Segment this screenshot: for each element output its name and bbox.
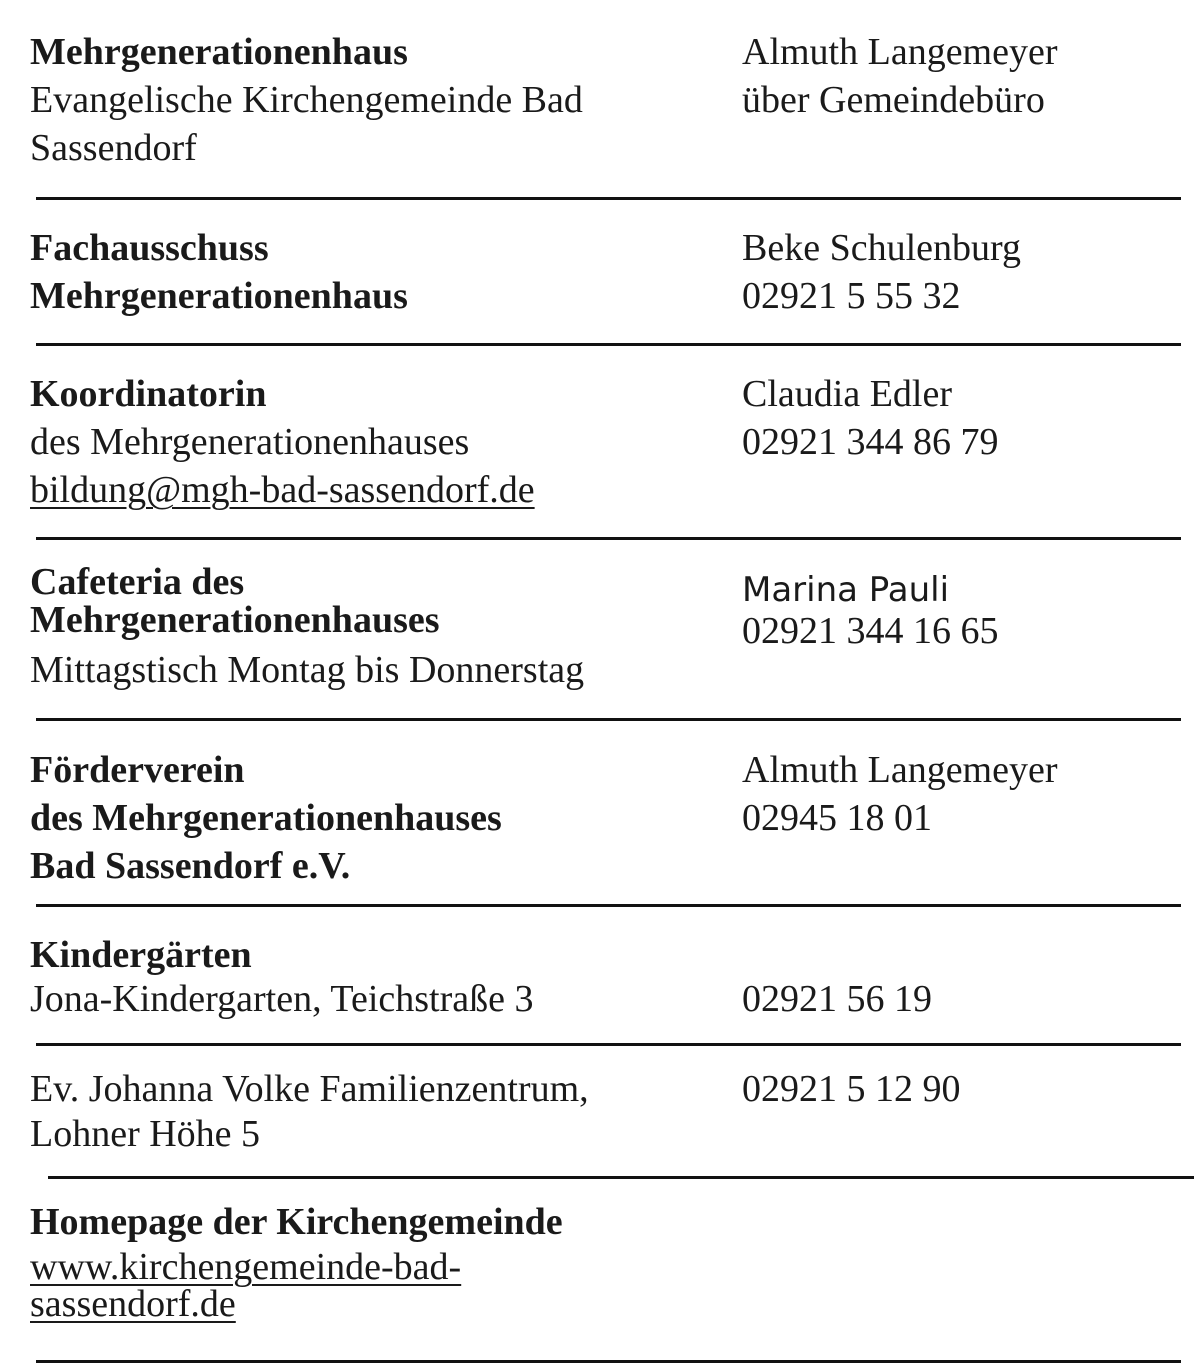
divider-4 [36,718,1181,721]
contact-name: Almuth Langemeyer [742,749,1058,791]
divider-8 [36,1360,1181,1363]
entry-title-fachausschuss-cont: Mehrgenerationenhaus [30,275,408,317]
contact-name: Marina Pauli [742,570,950,610]
entry-address: Jona-Kindergarten, Teichstraße 3 [30,978,534,1020]
contact-name: Beke Schulenburg [742,227,1021,269]
divider-3 [36,537,1181,540]
entry-title-foerderverein-cont: des Mehrgenerationenhauses [30,797,502,839]
contact-phone: 02921 56 19 [742,978,932,1020]
homepage-link-cont[interactable]: sassendorf.de [30,1283,236,1325]
entry-title-kindergaerten: Kindergärten [30,934,252,976]
divider-6 [36,1043,1181,1046]
contact-note: über Gemeindebüro [742,79,1045,121]
entry-organization: Evangelische Kirchengemeinde Bad [30,79,583,121]
contact-name: Claudia Edler [742,373,952,415]
entry-organization-cont: Sassendorf [30,127,197,169]
entry-title-foerderverein: Förderverein [30,749,245,791]
contact-name: Almuth Langemeyer [742,31,1058,73]
contact-phone: 02921 344 16 65 [742,610,999,652]
email-link[interactable]: bildung@mgh-bad-sassendorf.de [30,469,535,511]
contact-phone: 02921 344 86 79 [742,421,999,463]
entry-title-cafeteria-cont: Mehrgenerationenhauses [30,599,440,641]
homepage-link[interactable]: www.kirchengemeinde-bad- [30,1246,462,1288]
entry-subtitle: des Mehrgenerationenhauses [30,421,470,463]
entry-title-koordinatorin: Koordinatorin [30,373,267,415]
entry-title-foerderverein-cont2: Bad Sassendorf e.V. [30,845,351,887]
entry-title-homepage: Homepage der Kirchengemeinde [30,1201,563,1243]
contact-phone: 02921 5 12 90 [742,1068,961,1110]
entry-title-cafeteria: Cafeteria des [30,561,245,603]
divider-1 [36,197,1181,200]
divider-7 [48,1176,1194,1179]
entry-title-mehrgenerationenhaus: Mehrgenerationenhaus [30,31,408,73]
contact-phone: 02921 5 55 32 [742,275,961,317]
entry-title-fachausschuss: Fachausschuss [30,227,269,269]
contact-phone: 02945 18 01 [742,797,932,839]
entry-subtitle: Mittagstisch Montag bis Donnerstag [30,649,585,691]
entry-name-familienzentrum: Ev. Johanna Volke Familienzentrum, [30,1068,589,1110]
divider-2 [36,343,1181,346]
entry-address: Lohner Höhe 5 [30,1113,261,1155]
divider-5 [36,904,1181,907]
